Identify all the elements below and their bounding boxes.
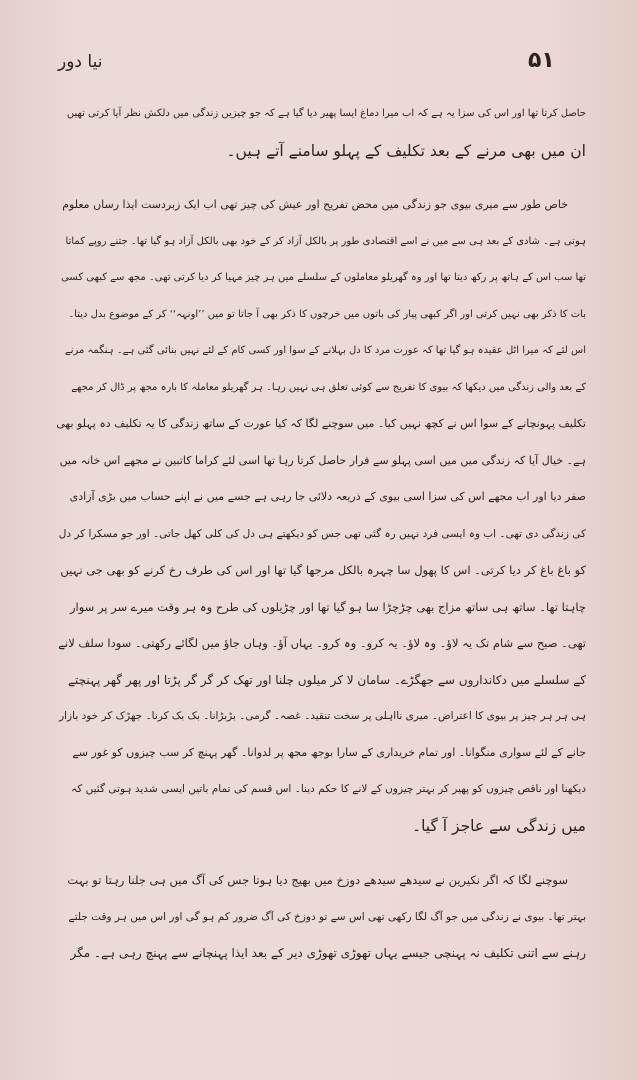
text-line: کی زندگی دی تھی۔ اب وہ ایسی فرد نہیں رہ گئی تھی جس کو دیکھتے ہی دل کی کلی کھل جاتی۔ اور جو مسکرا کر دل (58, 527, 586, 540)
page-number: ۵۱ (528, 48, 555, 73)
text-line: کے بعد والی زندگی میں دیکھا کہ بیوی کا تفریح سے کوئی تعلق ہی نہیں رہا۔ ہر گھریلو معاملہ کا بارہ مجھ پر ڈال کر مجھے (71, 381, 586, 393)
text-line: حاصل کرتا تھا اور اس کی سزا یہ ہے کہ اب میرا دماغ ایسا پھیر دیا گیا ہے کہ جو چیزیں زندگی میں دلکش نظر آیا کرتی تھیں (66, 108, 586, 119)
text-line: تھا سب اس کے ہاتھ پر رکھ دیتا تھا اور وہ گھریلو معاملوں کے سلسلے میں ہر چیز مہیا کر دیا کرتی تھی۔ مجھ سے کبھی کسی (61, 272, 586, 283)
text-line: ہی ہر ہر چیز پر بیوی کا اعتراض۔ میری نااہلی پر سخت تنقید۔ غصہ۔ گرمی۔ بڑبڑانا۔ بک بک کرنا۔ جھڑک کر خود بازار (59, 710, 586, 722)
running-title: نیا دور (58, 52, 103, 72)
text-line: ہوتی ہے۔ شادی کے بعد ہی سے میں نے اسے اقتصادی طور پر بالکل آزاد کر کے خود بھی بالکل آزاد ہو گیا تھا۔ جتنے روپے کماتا (65, 235, 586, 247)
text-line: سوچنے لگا کہ اگر نکیرین نے سیدھے سیدھے دوزخ میں بھیج دیا ہوتا جس کی آگ میں ہی جلنا رہتا تو بہت (67, 873, 568, 887)
text-line: جانے کے لئے سواری منگوانا۔ اور تمام خریداری کے سارا بوجھ مجھ پر لدوانا۔ گھر پہنچ کر سب چیزوں کو غور سے (72, 745, 586, 759)
text-line: دیکھنا اور ناقص چیزوں کو پھیر کر بہتر چیزوں کے لانے کا حکم دینا۔ اس قسم کی تمام باتیں ایسی شدید ہوتی گئیں کہ (71, 783, 586, 795)
text-line: ان میں بھی مرنے کے بعد تکلیف کے پہلو سامنے آتے ہیں۔ (226, 141, 586, 160)
text-line: رہنے سے اتنی تکلیف نہ پہنچی جیسے یہاں تھوڑی تھوڑی دیر کے بعد ایذا پہنچانے سے پہنچ رہی ہے۔ مگر (70, 946, 586, 960)
body-text (52, 96, 586, 990)
text-line: تکلیف پہونچانے کے سوا اس نے کچھ نہیں کیا۔ میں سوچنے لگا کہ کیا عورت کے ساتھ زندگی کا یہ تکلیف دہ پہلو بھی (56, 417, 586, 430)
paragraph-1 (52, 96, 586, 169)
text-line: چاہتا تھا۔ ساتھ ہی ساتھ مزاج بھی چڑچڑا سا ہو گیا تھا اور چڑیلوں کی طرح وہ ہر وقت میرے سر پر سوار (69, 599, 586, 614)
text-line: کے سلسلے میں دکانداروں سے جھگڑے۔ سامان لا کر میلوں چلنا اور تھک کر گر گر پڑتا اور پھر گھر پہنچتے (67, 672, 586, 687)
text-line: اس لئے کہ میرا اٹل عقیدہ ہو گیا تھا کہ عورت مرد کا دل بہلانے کے سوا اور کسی کام کے لئے نہیں بنائی گئی ہے۔ ہنگمہ مرنے (64, 345, 586, 356)
text-line: بہتر تھا۔ بیوی نے زندگی میں جو آگ لگا رکھی تھی اس سے تو دوزخ کی آگ ضرور کم ہو گی اور اس میں ہر وقت جلتے (68, 910, 586, 923)
text-line: ہے۔ خیال آیا کہ زندگی میں میں اسی پہلو سے فرار حاصل کرتا رہا تھا اسی لئے کراما کاتبین نے مجھے اس خانہ میں (59, 453, 586, 467)
text-line: کو باغ باغ کر دیا کرتی۔ اس کا پھول سا چہرہ بالکل مرجھا گیا تھا اور اس کی طرف رخ کرنے کو بھی جی نہیں (60, 563, 586, 577)
text-line: بات کا ذکر بھی نہیں کرتی اور اگر کبھی پیار کی باتوں میں خرچوں کا ذکر بھی آ جاتا تو میں ’’اونہہ‘‘ کر کے موضوع بدل دیتا۔ (68, 308, 586, 320)
text-line: صفر دیا اور اب مجھے اس کی سزا اسی بیوی کے ذریعہ دلائی جا رہی ہے جسے میں نے اپنے حساب میں بڑی آزادی (69, 490, 586, 503)
paragraph-3 (52, 862, 586, 972)
text-line: خاص طور سے میری بیوی جو زندگی میں محض تفریح اور عیش کی چیز تھی اب ایک زبردست ایذا رساں معلوم (62, 198, 568, 211)
text-line: میں زندگی سے عاجز آ گیا۔ (412, 816, 586, 835)
text-line: تھی۔ صبح سے شام تک یہ لاؤ۔ وہ لاؤ۔ یہ کرو۔ وہ کرو۔ یہاں آؤ۔ وہاں جاؤ میں لگائے رکھتی۔ سودا سلف لانے (58, 636, 586, 650)
paragraph-2 (52, 187, 586, 844)
